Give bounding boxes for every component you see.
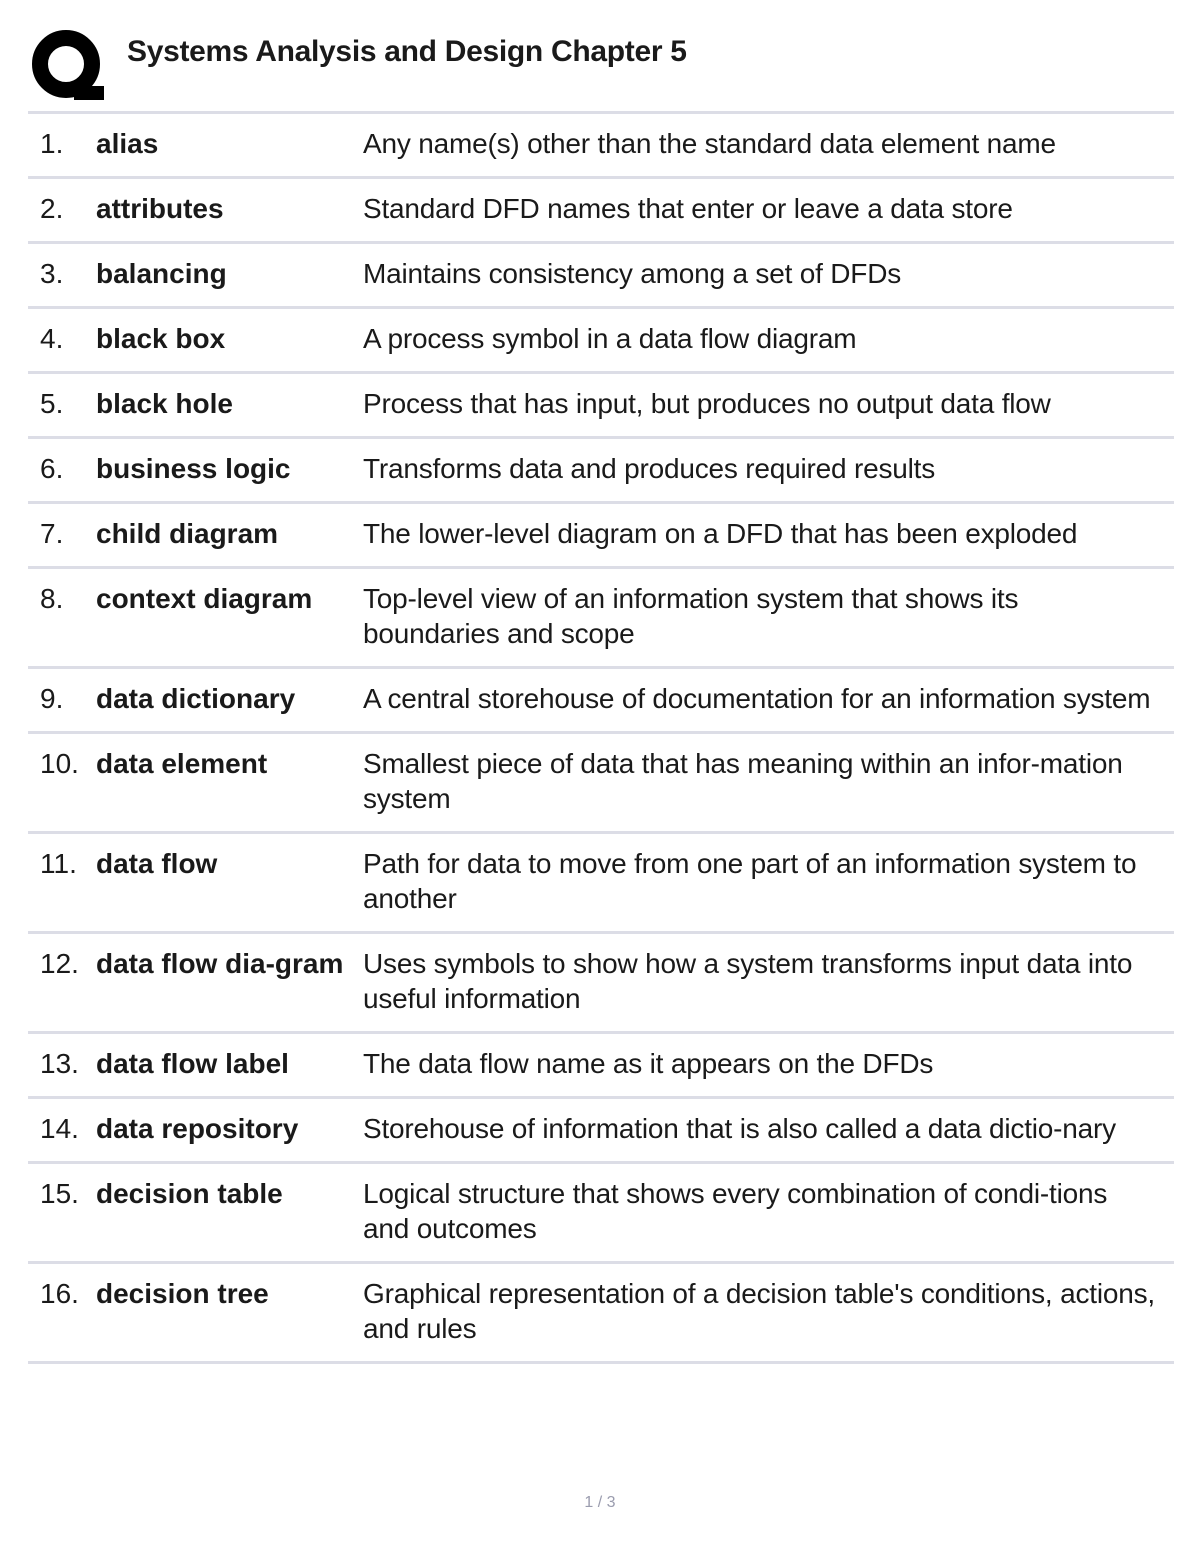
item-term: business logic xyxy=(96,453,291,484)
item-number: 2. xyxy=(40,193,64,224)
item-term: black hole xyxy=(96,388,233,419)
item-term: data flow label xyxy=(96,1048,289,1079)
item-term: attributes xyxy=(96,193,224,224)
table-row xyxy=(28,1164,1174,1264)
item-definition: Smallest piece of data that has meaning within an infor-mation system xyxy=(363,748,1123,814)
item-definition: The data flow name as it appears on the DFDs xyxy=(363,1048,934,1079)
item-term: data flow dia-gram xyxy=(96,948,344,979)
document-header xyxy=(28,28,1174,108)
item-definition: Storehouse of information that is also called a data dictio-nary xyxy=(363,1113,1116,1144)
item-number: 6. xyxy=(40,453,64,484)
item-term: balancing xyxy=(96,258,227,289)
item-number: 13. xyxy=(40,1048,79,1079)
item-definition: Transforms data and produces required results xyxy=(363,453,936,484)
table-row xyxy=(28,569,1174,669)
table-row xyxy=(28,244,1174,309)
table-row xyxy=(28,734,1174,834)
table-row xyxy=(28,934,1174,1034)
table-row xyxy=(28,114,1174,179)
table-row xyxy=(28,1034,1174,1099)
item-number: 7. xyxy=(40,518,64,549)
item-term: alias xyxy=(96,128,159,159)
item-definition: Maintains consistency among a set of DFDs xyxy=(363,258,902,289)
page-title: Systems Analysis and Design Chapter 5 xyxy=(127,35,687,68)
table-row xyxy=(28,309,1174,374)
item-number: 4. xyxy=(40,323,64,354)
table-row xyxy=(28,179,1174,244)
item-definition: Path for data to move from one part of an information system to another xyxy=(363,848,1137,914)
item-term: context diagram xyxy=(96,583,313,614)
item-number: 15. xyxy=(40,1178,79,1209)
table-row xyxy=(28,439,1174,504)
item-definition: Logical structure that shows every combination of condi-tions and outcomes xyxy=(363,1178,1108,1244)
item-definition: A central storehouse of documentation for an information system xyxy=(363,683,1151,714)
item-definition: A process symbol in a data flow diagram xyxy=(363,323,857,354)
table-row xyxy=(28,1264,1174,1364)
item-definition: Top-level view of an information system that shows its boundaries and scope xyxy=(363,583,1019,649)
item-number: 12. xyxy=(40,948,79,979)
quizlet-logo-icon xyxy=(30,30,106,106)
table-row xyxy=(28,834,1174,934)
item-number: 14. xyxy=(40,1113,79,1144)
item-number: 5. xyxy=(40,388,64,419)
item-term: decision table xyxy=(96,1178,283,1209)
flashcard-table xyxy=(28,111,1174,1364)
item-number: 8. xyxy=(40,583,64,614)
item-definition: Uses symbols to show how a system transforms input data into useful information xyxy=(363,948,1133,1014)
item-definition: Standard DFD names that enter or leave a data store xyxy=(363,193,1013,224)
item-term: child diagram xyxy=(96,518,279,549)
item-number: 3. xyxy=(40,258,64,289)
item-term: data repository xyxy=(96,1113,299,1144)
item-definition: The lower-level diagram on a DFD that has been exploded xyxy=(363,518,1078,549)
table-row xyxy=(28,669,1174,734)
item-term: black box xyxy=(96,323,226,354)
item-number: 9. xyxy=(40,683,64,714)
item-term: data element xyxy=(96,748,268,779)
item-number: 10. xyxy=(40,748,79,779)
item-definition: Any name(s) other than the standard data element name xyxy=(363,128,1056,159)
item-definition: Graphical representation of a decision table's conditions, actions, and rules xyxy=(363,1278,1155,1344)
item-number: 1. xyxy=(40,128,64,159)
item-number: 16. xyxy=(40,1278,79,1309)
item-term: data flow xyxy=(96,848,218,879)
item-term: decision tree xyxy=(96,1278,269,1309)
table-row xyxy=(28,504,1174,569)
table-row xyxy=(28,374,1174,439)
item-definition: Process that has input, but produces no output data flow xyxy=(363,388,1051,419)
item-number: 11. xyxy=(40,848,77,879)
item-term: data dictionary xyxy=(96,683,296,714)
page-indicator: 1 / 3 xyxy=(584,1494,616,1511)
table-row xyxy=(28,1099,1174,1164)
